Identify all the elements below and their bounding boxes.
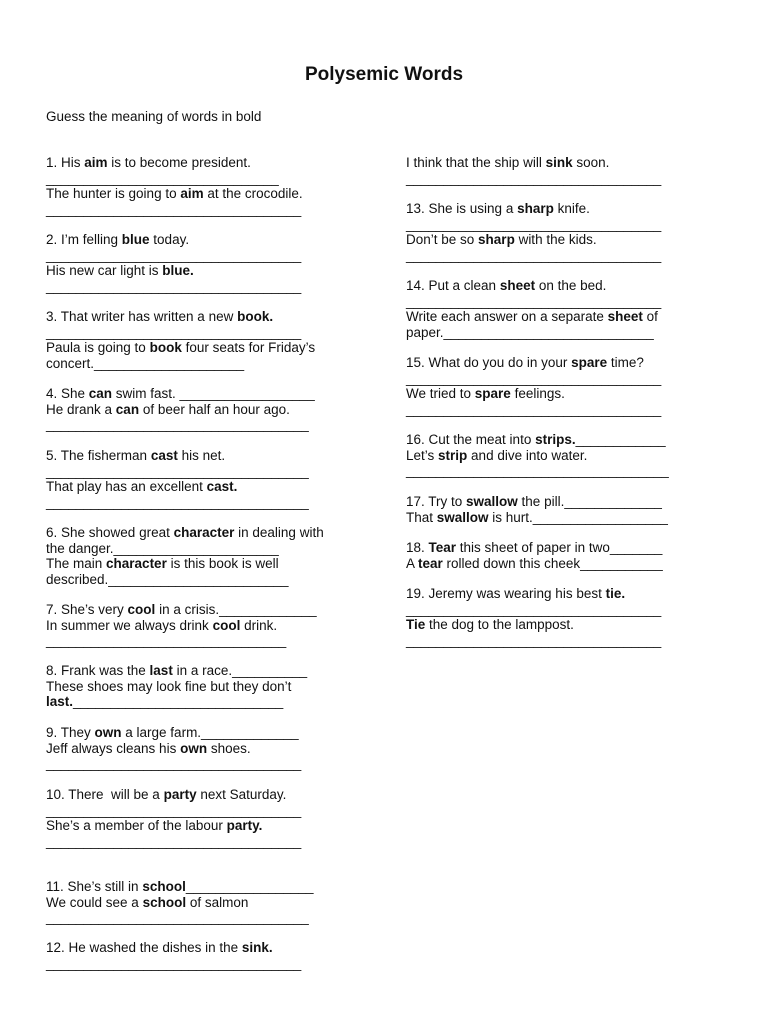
sentence-text: ___________________________________: [46, 463, 309, 479]
sentence-text: 10. There will be a: [46, 787, 164, 802]
exercise-line: [46, 202, 303, 218]
sentence-text: the dog to the lamppost.: [425, 617, 574, 632]
bold-word: can: [115, 401, 140, 417]
sentence-text: __________________________________: [406, 247, 662, 263]
exercise-line: [46, 741, 301, 757]
sentence-text: is to become president.: [107, 155, 251, 170]
sentence-text: He drank a: [46, 401, 116, 417]
exercise-line: [46, 618, 317, 634]
sentence-text: I think that the ship will: [406, 155, 546, 170]
exercise-line: [406, 617, 661, 633]
exercise-item: [46, 602, 317, 649]
exercise-line: [46, 448, 309, 464]
exercise-line: [46, 879, 313, 895]
exercise-line: [406, 248, 661, 264]
exercise-line: [46, 417, 315, 433]
sentence-text: _______________________________: [46, 170, 279, 186]
exercise-line: [406, 586, 661, 602]
exercise-item: [46, 232, 301, 294]
bold-word: character: [173, 525, 235, 540]
exercise-line: [46, 232, 301, 248]
bold-word: swallow: [436, 509, 489, 525]
bold-word: last: [149, 663, 173, 678]
exercise-line: [46, 694, 307, 710]
sentence-text: _________________: [185, 879, 314, 894]
exercise-line: [46, 171, 303, 187]
worksheet-title: Polysemic Words: [304, 64, 464, 85]
exercise-line: [406, 494, 668, 510]
exercise-item: [406, 494, 668, 525]
exercise-item: [46, 940, 301, 971]
exercise-line: [46, 340, 315, 356]
exercise-line: [46, 818, 301, 834]
sentence-text: She’s a member of the labour: [46, 818, 227, 833]
sentence-text: The main: [46, 556, 107, 571]
sentence-text: ___________________________________: [406, 463, 669, 478]
sentence-text: 12. He washed the dishes in the: [46, 940, 242, 955]
sentence-text: 6. She showed great: [46, 525, 174, 540]
sentence-text: __________________________________: [406, 370, 662, 386]
bold-word: strips.: [535, 432, 576, 447]
bold-word: own: [94, 725, 122, 740]
sentence-text: four seats for Friday’s: [181, 340, 316, 355]
exercise-line: [406, 217, 661, 233]
sentence-text: His new car light is: [46, 263, 163, 278]
sentence-text: ___________________________________: [46, 417, 309, 432]
exercise-line: [46, 263, 301, 279]
sentence-text: 11. She’s still in: [46, 879, 143, 894]
sentence-text: ___________________________________: [46, 910, 309, 925]
sentence-text: feelings.: [510, 386, 565, 401]
exercise-line: [46, 186, 303, 202]
bold-word: blue.: [162, 263, 194, 278]
exercise-item: [406, 278, 661, 340]
sentence-text: at the crocodile.: [203, 186, 303, 201]
exercise-line: [406, 278, 661, 294]
bold-word: party: [163, 787, 197, 802]
sentence-text: 1. His: [46, 155, 85, 170]
exercise-line: [46, 803, 301, 819]
sentence-text: his net.: [177, 448, 226, 463]
exercise-item: [46, 155, 303, 217]
exercise-line: [406, 448, 669, 464]
sentence-text: __________________________________: [46, 833, 302, 849]
bold-word: spare: [474, 386, 511, 401]
exercise-item: [406, 540, 663, 571]
bold-word: character: [106, 556, 167, 571]
sentence-text: soon.: [572, 155, 610, 170]
exercise-line: [46, 756, 301, 772]
bold-word: Tear: [428, 540, 457, 555]
sentence-text: swim fast. __________________: [112, 386, 315, 401]
exercise-line: [406, 201, 661, 217]
sentence-text: 8. Frank was the: [46, 663, 150, 678]
exercise-line: [46, 556, 324, 572]
bold-word: tie.: [605, 586, 626, 601]
exercise-line: [46, 602, 317, 618]
bold-word: sharp: [517, 201, 554, 216]
exercise-line: [406, 602, 661, 618]
sentence-text: Paula is going to: [46, 340, 150, 355]
sentence-text: __________________________________: [46, 802, 302, 818]
sentence-text: described.________________________: [46, 571, 289, 587]
sentence-text: 19. Jeremy was wearing his best: [406, 586, 606, 601]
exercise-line: [406, 540, 663, 556]
sentence-text: ____________________________: [73, 694, 284, 709]
sentence-text: in dealing with: [234, 525, 324, 540]
sentence-text: __________________________________: [406, 170, 662, 186]
sentence-text: drink.: [240, 617, 278, 633]
sentence-text: 2. I’m felling: [46, 232, 122, 247]
sentence-text: 7. She’s very: [46, 602, 128, 617]
bold-word: cast: [150, 448, 178, 463]
sentence-text: Let’s: [406, 447, 439, 463]
bold-word: tear: [418, 555, 443, 571]
exercise-line: [46, 895, 313, 911]
exercise-line: [406, 402, 661, 418]
sentence-text: Don’t be so: [406, 232, 479, 247]
instructions-text: Guess the meaning of words in bold: [46, 109, 262, 124]
bold-word: sink.: [241, 940, 273, 955]
sentence-text: is hurt.__________________: [488, 509, 668, 525]
exercise-line: [46, 464, 309, 480]
sentence-text: the pill._____________: [517, 494, 662, 509]
sentence-text: the danger.______________________: [46, 540, 279, 556]
sentence-text: and dive into water.: [467, 447, 588, 463]
bold-word: cool: [127, 602, 156, 617]
exercise-line: [406, 355, 661, 371]
exercise-line: [46, 356, 315, 372]
sentence-text: ________________________________: [46, 633, 287, 648]
bold-word: aim: [84, 155, 108, 170]
sentence-text: on the bed.: [535, 278, 607, 293]
exercise-line: [46, 525, 324, 541]
sentence-text: __________________________________: [406, 401, 662, 417]
bold-word: swallow: [466, 494, 518, 509]
bold-word: school: [142, 894, 187, 910]
exercise-line: [46, 248, 301, 264]
sentence-text: a large farm._____________: [121, 725, 299, 740]
exercise-line: [406, 432, 669, 448]
bold-word: spare: [571, 355, 608, 370]
sentence-text: __________________________________: [46, 247, 302, 263]
bold-word: aim: [180, 186, 204, 201]
exercise-item: [406, 201, 661, 263]
sentence-text: ____________: [575, 432, 666, 447]
sentence-text: __________________________________: [406, 601, 662, 617]
exercise-line: [406, 463, 669, 479]
bold-word: sharp: [478, 232, 515, 247]
sentence-text: That: [406, 509, 437, 525]
exercise-line: [406, 510, 668, 526]
sentence-text: We tried to: [406, 386, 475, 401]
bold-word: sink: [545, 155, 573, 170]
exercise-line: [46, 787, 301, 803]
sentence-text: 5. The fisherman: [46, 448, 151, 463]
exercise-item: [406, 355, 661, 417]
sentence-text: In summer we always drink: [46, 617, 213, 633]
exercise-line: [46, 663, 307, 679]
sentence-text: Write each answer on a separate: [406, 309, 608, 324]
exercise-line: [46, 633, 317, 649]
sentence-text: __________________________________: [46, 756, 302, 771]
exercise-line: [46, 679, 307, 695]
sentence-text: time?: [607, 355, 644, 370]
sentence-text: 17. Try to: [406, 494, 467, 509]
exercise-line: [406, 386, 661, 402]
sentence-text: A: [406, 555, 419, 571]
exercise-line: [46, 910, 313, 926]
exercise-line: [406, 232, 661, 248]
bold-word: book.: [237, 309, 274, 324]
sentence-text: of: [642, 309, 658, 324]
sentence-text: 3. That writer has written a new: [46, 309, 238, 324]
sentence-text: That play has an excellent: [46, 479, 207, 494]
sentence-text: 4. She: [46, 386, 89, 401]
exercise-line: [406, 309, 661, 325]
exercise-line: [406, 155, 661, 171]
exercise-line: [46, 725, 301, 741]
bold-word: blue: [121, 232, 150, 247]
sentence-text: paper.____________________________: [406, 324, 654, 340]
bold-word: sheet: [607, 309, 643, 324]
sentence-text: rolled down this cheek___________: [442, 555, 663, 571]
sentence-text: 16. Cut the meat into: [406, 432, 536, 447]
sentence-text: We could see a: [46, 894, 143, 910]
exercise-line: [406, 325, 661, 341]
exercise-line: [406, 171, 661, 187]
bold-word: party.: [226, 818, 263, 833]
bold-word: last.: [46, 694, 74, 709]
sentence-text: in a race.__________: [172, 663, 308, 678]
exercise-line: [46, 325, 315, 341]
exercise-item: [46, 787, 301, 849]
exercise-item: [46, 879, 313, 926]
exercise-line: [46, 572, 324, 588]
sentence-text: __________________________________: [46, 201, 302, 217]
bold-word: strip: [438, 447, 468, 463]
exercise-item: [406, 432, 669, 479]
sentence-text: __________________________________: [46, 955, 302, 971]
sentence-text: is this book is well: [166, 556, 279, 571]
sentence-text: 15. What do you do in your: [406, 355, 572, 370]
sentence-text: 18.: [406, 540, 429, 555]
exercise-line: [46, 155, 303, 171]
sentence-text: concert.____________________: [46, 355, 245, 371]
bold-word: sheet: [499, 278, 536, 293]
exercise-line: [406, 556, 663, 572]
sentence-text: 13. She is using a: [406, 201, 518, 216]
exercise-line: [46, 541, 324, 557]
sentence-text: of salmon: [186, 894, 249, 910]
sentence-text: __________________________________: [46, 278, 302, 294]
exercise-line: [406, 633, 661, 649]
sentence-text: today.: [149, 232, 190, 247]
sentence-text: with the kids.: [514, 232, 597, 247]
sentence-text: next Saturday.: [196, 787, 287, 802]
exercise-line: [46, 309, 315, 325]
exercise-item: [46, 525, 324, 587]
bold-word: cool: [212, 617, 241, 633]
exercise-item: [406, 586, 661, 648]
sentence-text: __________________________________: [406, 293, 662, 309]
exercise-line: [46, 834, 301, 850]
exercise-item: [46, 663, 307, 710]
sentence-text: shoes.: [207, 740, 251, 756]
sentence-text: this sheet of paper in two_______: [456, 540, 663, 555]
sentence-text: The hunter is going to: [46, 186, 181, 201]
exercise-item: [46, 386, 315, 433]
bold-word: own: [180, 740, 208, 756]
exercise-line: [46, 940, 301, 956]
exercise-line: [406, 371, 661, 387]
sentence-text: of beer half an hour ago.: [139, 401, 290, 417]
sentence-text: Jeff always cleans his: [46, 740, 181, 756]
bold-word: Tie: [406, 617, 426, 632]
exercise-line: [46, 279, 301, 295]
exercise-item: [406, 155, 661, 186]
sentence-text: __________________________________: [406, 632, 662, 648]
exercise-line: [46, 402, 315, 418]
bold-word: can: [88, 386, 113, 401]
sentence-text: 14. Put a clean: [406, 278, 500, 293]
exercise-item: [46, 309, 315, 371]
exercise-item: [46, 725, 301, 772]
exercise-line: [46, 495, 309, 511]
exercise-line: [46, 479, 309, 495]
exercise-line: [46, 956, 301, 972]
sentence-text: knife.: [553, 201, 590, 216]
bold-word: book: [149, 340, 182, 355]
bold-word: school: [142, 879, 186, 894]
sentence-text: __________________________________: [406, 216, 662, 232]
sentence-text: These shoes may look fine but they don’t: [46, 678, 292, 694]
sentence-text: ___________________________________: [46, 494, 309, 510]
sentence-text: __________________________________: [46, 324, 302, 340]
sentence-text: 9. They: [46, 725, 95, 740]
sentence-text: in a crisis._____________: [155, 602, 317, 617]
exercise-line: [406, 294, 661, 310]
exercise-item: [46, 448, 309, 510]
bold-word: cast.: [206, 479, 238, 494]
exercise-line: [46, 386, 315, 402]
